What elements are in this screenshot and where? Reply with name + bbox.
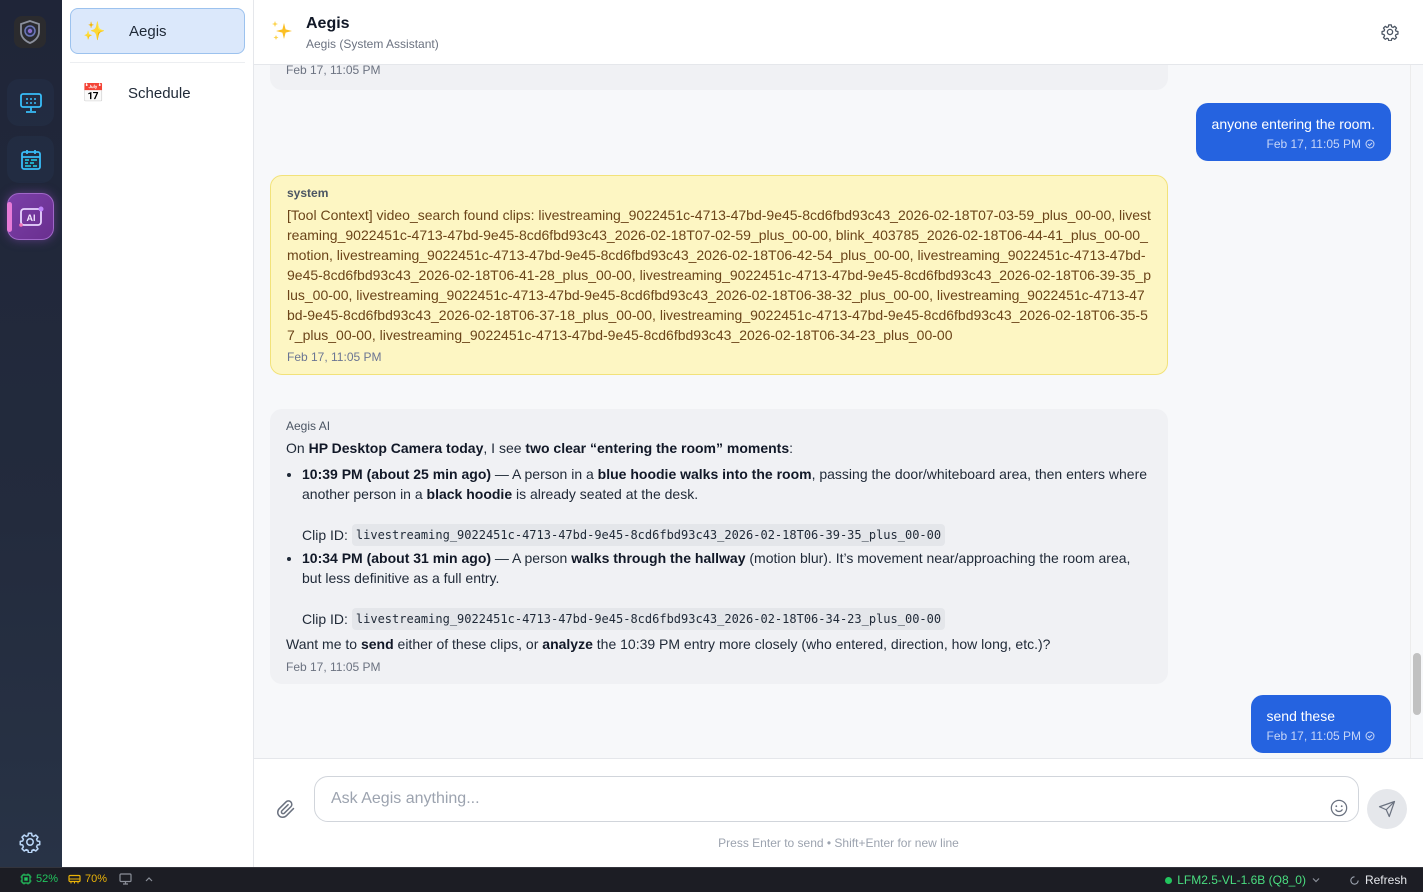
refresh-label: Refresh <box>1364 873 1407 887</box>
message-text: send these <box>1266 708 1335 724</box>
sidebar <box>62 0 254 867</box>
clip-label: Clip ID: <box>302 611 348 627</box>
rail-ai-button[interactable] <box>7 193 54 240</box>
refresh-icon <box>1349 875 1360 886</box>
clip-id-row <box>302 608 1152 630</box>
ai-chip-icon <box>18 206 44 228</box>
bold-text: HP Desktop Camera today <box>308 440 484 456</box>
message-ai-partial <box>270 65 1168 90</box>
bold-text: blue hoodie walks into the room <box>597 466 812 482</box>
chevron-up-icon[interactable] <box>144 875 154 883</box>
text: — A person <box>491 550 572 566</box>
memory-icon <box>68 874 81 884</box>
bold-text: walks through the hallway <box>571 550 746 566</box>
timestamp-text: Feb 17, 11:05 PM <box>1266 137 1361 151</box>
model-status-dot <box>1165 877 1172 884</box>
svg-text:AI: AI <box>26 212 35 223</box>
text: either of these clips, or <box>393 636 543 652</box>
calendar-grid-icon <box>19 148 43 172</box>
finding-time: 10:34 PM (about 31 min ago) <box>302 550 492 566</box>
bold-text: two clear “entering the room” moments <box>525 440 790 456</box>
chat-messages <box>254 65 1410 758</box>
calendar-icon: 📅 <box>82 82 105 103</box>
rail-calendar-button[interactable] <box>7 136 54 183</box>
clip-label: Clip ID: <box>302 527 348 543</box>
finding-item <box>302 548 1152 630</box>
chat-header <box>254 0 1423 65</box>
message-text: anyone entering the room. <box>1211 116 1375 132</box>
text: : <box>789 440 794 456</box>
message-sender: system <box>287 186 329 200</box>
rail-monitor-button[interactable] <box>7 79 54 126</box>
bold-text: send <box>360 636 394 652</box>
message-intro <box>286 438 1152 458</box>
message-ai <box>270 409 1168 684</box>
chat-scrollbar[interactable] <box>1410 65 1423 758</box>
message-timestamp: Feb 17, 11:05 PM <box>287 350 382 364</box>
text: is already seated at the desk. <box>512 486 699 502</box>
message-input-wrapper <box>314 776 1359 822</box>
findings-list <box>302 464 1152 630</box>
smiley-icon <box>1330 799 1348 817</box>
memory-usage <box>68 873 107 885</box>
text: (motion blur). It’s movement near/approaching the room area, but less definitive as a full entry. <box>302 550 1131 586</box>
message-input[interactable] <box>331 788 1311 810</box>
composer <box>254 758 1423 867</box>
composer-hint: Press Enter to send • Shift+Enter for new line <box>718 836 959 850</box>
status-right <box>1165 873 1407 887</box>
message-system <box>270 175 1168 375</box>
clip-id[interactable]: livestreaming_9022451c-4713-47bd-9e45-8cd6fbd93c43_2026-02-18T06-39-35_plus_00-00 <box>352 524 945 546</box>
page-subtitle: Aegis (System Assistant) <box>306 37 439 51</box>
chevron-down-icon <box>1311 876 1321 884</box>
message-user <box>1251 695 1392 753</box>
delivered-check-icon <box>1365 731 1375 741</box>
finding-item <box>302 464 1152 546</box>
message-text: [Tool Context] video_search found clips: livestreaming_9022451c-4713-47bd-9e45-8cd6fbd93c43_2026-02-18T07-03-59_plus_00-00, livestreaming_9022451c-4713-47bd-9e45-8cd6fbd93c43_2026-02-18T07-02-59_plus_00-00, blink_403785_2026-02-18T06-44-41_plus_00-00_motion, livestreaming_9022451c-4713-47bd-9e45-8cd6fbd93c43_2026-02-18T06-42-54_plus_00-00, livestreaming_9022451c-4713-47bd-9e45-8cd6fbd93c43_2026-02-18T06-41-28_plus_00-00, livestreaming_9022451c-4713-47bd-9e45-8cd6fbd93c43_2026-02-18T06-39-35_plus_00-00, livestreaming_9022451c-4713-47bd-9e45-8cd6fbd93c43_2026-02-18T06-38-32_plus_00-00, livestreaming_9022451c-4713-47bd-9e45-8cd6fbd93c43_2026-02-18T06-37-18_plus_00-00, livestreaming_9022451c-4713-47bd-9e45-8cd6fbd93c43_2026-02-18T06-35-57_plus_00-00, livestreaming_9022451c-4713-47bd-9e45-8cd6fbd93c43_2026-02-18T06-34-23_plus_00-00 <box>287 207 1151 343</box>
system-stats <box>20 873 154 885</box>
text: the 10:39 PM entry more closely (who entered, direction, how long, etc.)? <box>592 636 1051 652</box>
message-outro <box>286 634 1152 654</box>
gear-icon <box>1381 23 1399 41</box>
text: Want me to <box>286 636 361 652</box>
app-logo <box>14 16 46 48</box>
send-icon <box>1378 800 1396 818</box>
sidebar-item-aegis[interactable] <box>70 8 245 54</box>
text: — A person in a <box>491 466 598 482</box>
text: , passing the door/whiteboard area, then enters where another person in a <box>302 466 1148 502</box>
active-indicator <box>7 202 12 232</box>
text: On <box>286 440 309 456</box>
cpu-value: 52% <box>36 873 59 885</box>
rail-settings-button[interactable] <box>18 830 42 854</box>
scrollbar-thumb[interactable] <box>1413 653 1421 715</box>
monitor-icon <box>19 92 43 114</box>
message-sender: Aegis AI <box>286 419 331 433</box>
memory-value: 70% <box>85 873 108 885</box>
clip-id-row <box>302 524 1152 546</box>
message-timestamp <box>1212 137 1375 151</box>
finding-time: 10:39 PM (about 25 min ago) <box>302 466 492 482</box>
shield-logo-icon <box>19 20 41 44</box>
message-user <box>1196 103 1391 161</box>
page-title: Aegis <box>306 15 350 32</box>
status-bar <box>0 867 1423 892</box>
refresh-button[interactable] <box>1349 873 1407 887</box>
message-timestamp: Feb 17, 11:05 PM <box>286 65 381 77</box>
sidebar-divider <box>70 62 245 63</box>
attach-button[interactable] <box>276 799 296 824</box>
clip-id[interactable]: livestreaming_9022451c-4713-47bd-9e45-8cd6fbd93c43_2026-02-18T06-34-23_plus_00-00 <box>352 608 945 630</box>
send-button[interactable] <box>1367 789 1407 829</box>
delivered-check-icon <box>1365 139 1375 149</box>
chat-settings-button[interactable] <box>1381 23 1399 46</box>
message-timestamp: Feb 17, 11:05 PM <box>286 660 381 674</box>
paperclip-icon <box>276 799 296 819</box>
display-icon[interactable] <box>119 873 132 885</box>
model-selector[interactable] <box>1165 873 1321 887</box>
sidebar-item-label: Schedule <box>128 84 191 102</box>
message-body <box>286 438 1152 654</box>
bold-text: black hoodie <box>426 486 513 502</box>
gear-icon <box>19 831 41 853</box>
left-rail <box>0 0 62 867</box>
sparkles-icon <box>270 19 294 48</box>
model-name: LFM2.5-VL-1.6B (Q8_0) <box>1177 873 1306 887</box>
message-timestamp <box>1267 729 1376 743</box>
timestamp-text: Feb 17, 11:05 PM <box>1266 729 1361 743</box>
sparkles-icon: ✨ <box>83 20 106 41</box>
cpu-chip-icon <box>20 873 32 885</box>
sidebar-item-label: Aegis <box>129 22 167 40</box>
text: , I see <box>483 440 526 456</box>
cpu-usage <box>20 873 58 885</box>
emoji-button[interactable] <box>1330 799 1348 822</box>
sidebar-item-schedule[interactable] <box>70 70 245 116</box>
bold-text: analyze <box>542 636 593 652</box>
